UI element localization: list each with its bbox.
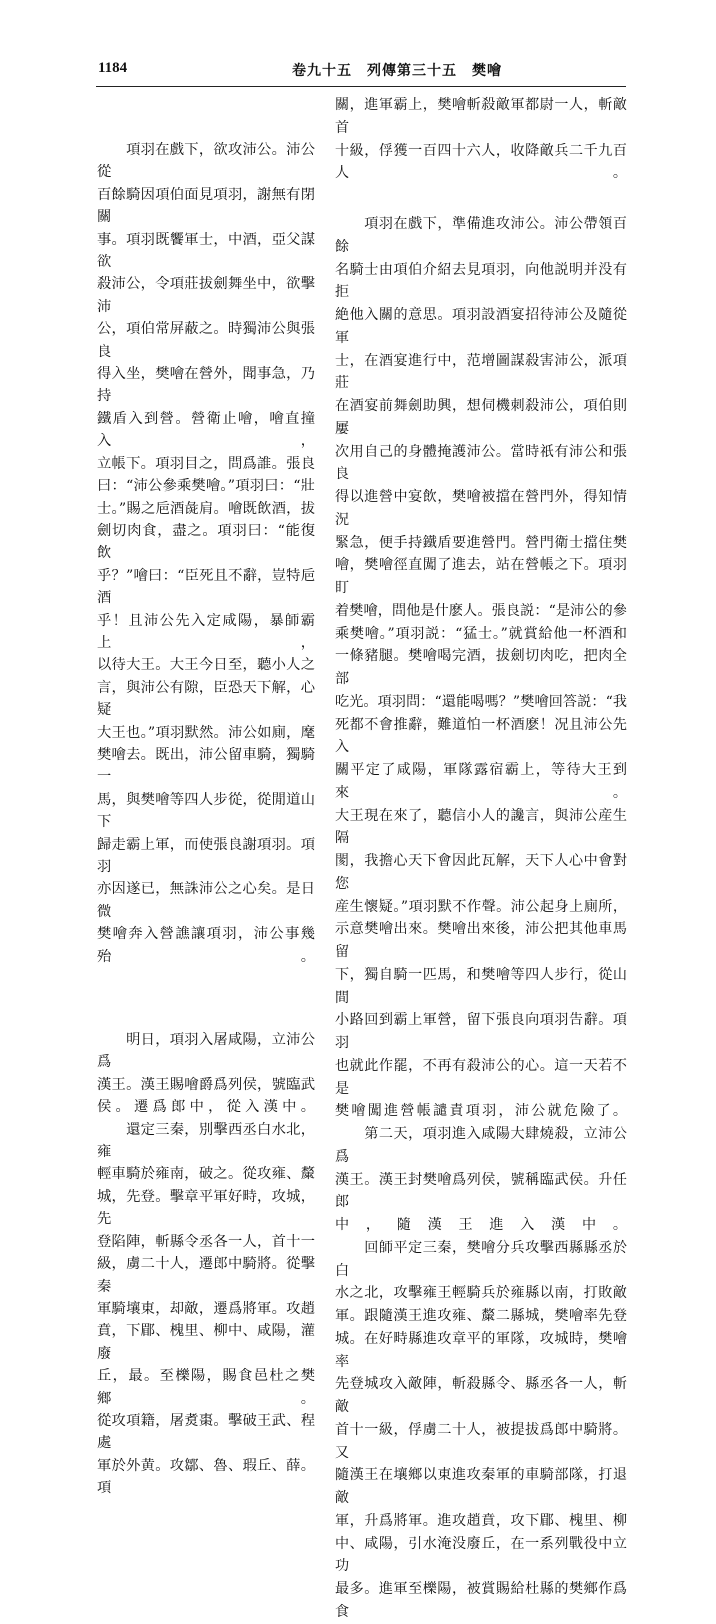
right-paragraph-3: 第二天，項羽進入咸陽大肆燒殺，立沛公爲 漢王。漢王封樊噲爲列侯，號稱臨武侯。升任郎 中，隨漢王進入漢中。 <box>335 1126 627 1233</box>
paragraph-gap <box>335 185 627 213</box>
left-paragraph-3: 還定三秦，別擊西丞白水北，雍 輕車騎於雍南，破之。從攻雍、斄 城，先登。擊章平軍好畤，攻城，先 登陷陣，斬縣令丞各一人，首十一 級，虜二十人，遷郎中騎將。從擊秦 軍騎壤東，却敵，遷爲將軍。攻趙 賁，下郿、槐里、柳中、咸陽，灌廢 丘，最。至櫟陽，賜食邑杜之樊鄉。 從攻項籍，屠煑棗。擊破王武、程處 軍於外黄。攻鄒、魯、瑕丘、薛。項 <box>97 1121 315 1497</box>
right-paragraph-1: 關，進軍霸上，樊噲斬殺敵軍都尉一人，斬敵首 十級，俘獲一百四十六人，收降敵兵二千九百 人。 <box>335 97 627 182</box>
right-paragraph-4: 回師平定三秦，樊噲分兵攻擊西縣縣丞於白 水之北，攻擊雍王輕騎兵於雍縣以南，打敗敵 軍。跟隨漢王進攻雍、斄二縣城，樊噲率先登 城。在好畤縣進攻章平的軍隊，攻城時，樊噲率 先登城攻入敵陣，斬殺縣令、縣丞各一人，斬敵 首十一級，俘虜二十人，被提拔爲郎中騎將。又 隨漢王在壤鄉以東進攻秦軍的車騎部隊，打退敵 軍，升爲將軍。進攻趙賁，攻下郿、槐里、柳 中、咸陽，引水淹没廢丘，在一系列戰役中立功 最多。進軍至櫟陽，被賞賜給杜縣的樊鄉作爲食 <box>335 1239 627 1620</box>
paragraph-gap <box>97 968 315 1029</box>
page-number: 1184 <box>98 60 128 76</box>
left-paragraph-2: 明日，項羽入屠咸陽，立沛公爲 漢王。漢王賜噲爵爲列侯，號臨武 侯。遷爲郎中，從入漢中。 <box>97 1032 315 1116</box>
running-head: 卷九十五 列傳第三十五 樊噲 <box>292 63 502 79</box>
original-text-column <box>97 139 315 1500</box>
left-paragraph-1: 項羽在戲下，欲攻沛公。沛公從 百餘騎因項伯面見項羽，謝無有閉關 事。項羽既饗軍士，中酒，亞父謀欲 殺沛公，令項莊拔劍舞坐中，欲擊沛 公，項伯常屏蔽之。時獨沛公與張良 得入坐，樊噲在營外，聞事急，乃持 鐵盾入到營。營衛止噲，噲直撞入， 立帳下。項羽目之，問爲誰。張良 曰：“沛公參乘樊噲。”項羽曰：“壯 士。”賜之巵酒彘肩。噲既飲酒，拔 劍切肉食，盡之。項羽曰：“能復飲 乎？”噲曰：“臣死且不辭，豈特巵酒 乎！且沛公先入定咸陽，暴師霸上， 以待大王。大王今日至，聽小人之 言，與沛公有隙，臣恐天下解，心疑 大王也。”項羽默然。沛公如廁，麾 樊噲去。既出，沛公留車騎，獨騎一 馬，與樊噲等四人步從，從閒道山下 歸走霸上軍，而使張良謝項羽。項羽 亦因遂已，無誅沛公之心矣。是日微 樊噲奔入營譙讓項羽，沛公事幾殆。 <box>97 142 315 965</box>
header-rule <box>96 86 626 87</box>
translation-column <box>335 94 627 1624</box>
right-paragraph-2: 項羽在戲下，準備進攻沛公。沛公帶領百餘 名騎士由項伯介紹去見項羽，向他説明并没有拒 絶他入關的意思。項羽設酒宴招待沛公及隨從軍 士，在酒宴進行中，范增圖謀殺害沛公，派項莊 在酒宴前舞劍助興，想伺機刺殺沛公，項伯則屢 次用自己的身體掩護沛公。當時祇有沛公和張良 得以進營中宴飲，樊噲被擋在營門外，得知情況 緊急，便手持鐵盾要進營門。營門衛士擋住樊 噲，樊噲徑直闖了進去，站在營帳之下。項羽盯 着樊噲，問他是什麽人。張良説：“是沛公的參 乘樊噲。”項羽説：“猛士。”就賞給他一杯酒和 一條豬腿。樊噲喝完酒，拔劍切肉吃，把肉全部 吃光。項羽問：“還能喝嗎？”樊噲回答説：“我 死都不會推辭，難道怕一杯酒麽！况且沛公先入 關平定了咸陽，軍隊露宿霸上，等待大王到來。 大王現在來了，聽信小人的讒言，與沛公産生隔 閡，我擔心天下會因此瓦解，天下人心中會對您 産生懷疑。”項羽默不作聲。沛公起身上廁所， 示意樊噲出來。樊噲出來後，沛公把其他車馬留 下，獨自騎一匹馬，和樊噲等四人步行，從山間 小路回到霸上軍營，留下張良向項羽告辭。項羽 也就此作罷，不再有殺沛公的心。這一天若不是 樊噲闖進營帳譴責項羽，沛公就危險了。 <box>335 216 627 1120</box>
